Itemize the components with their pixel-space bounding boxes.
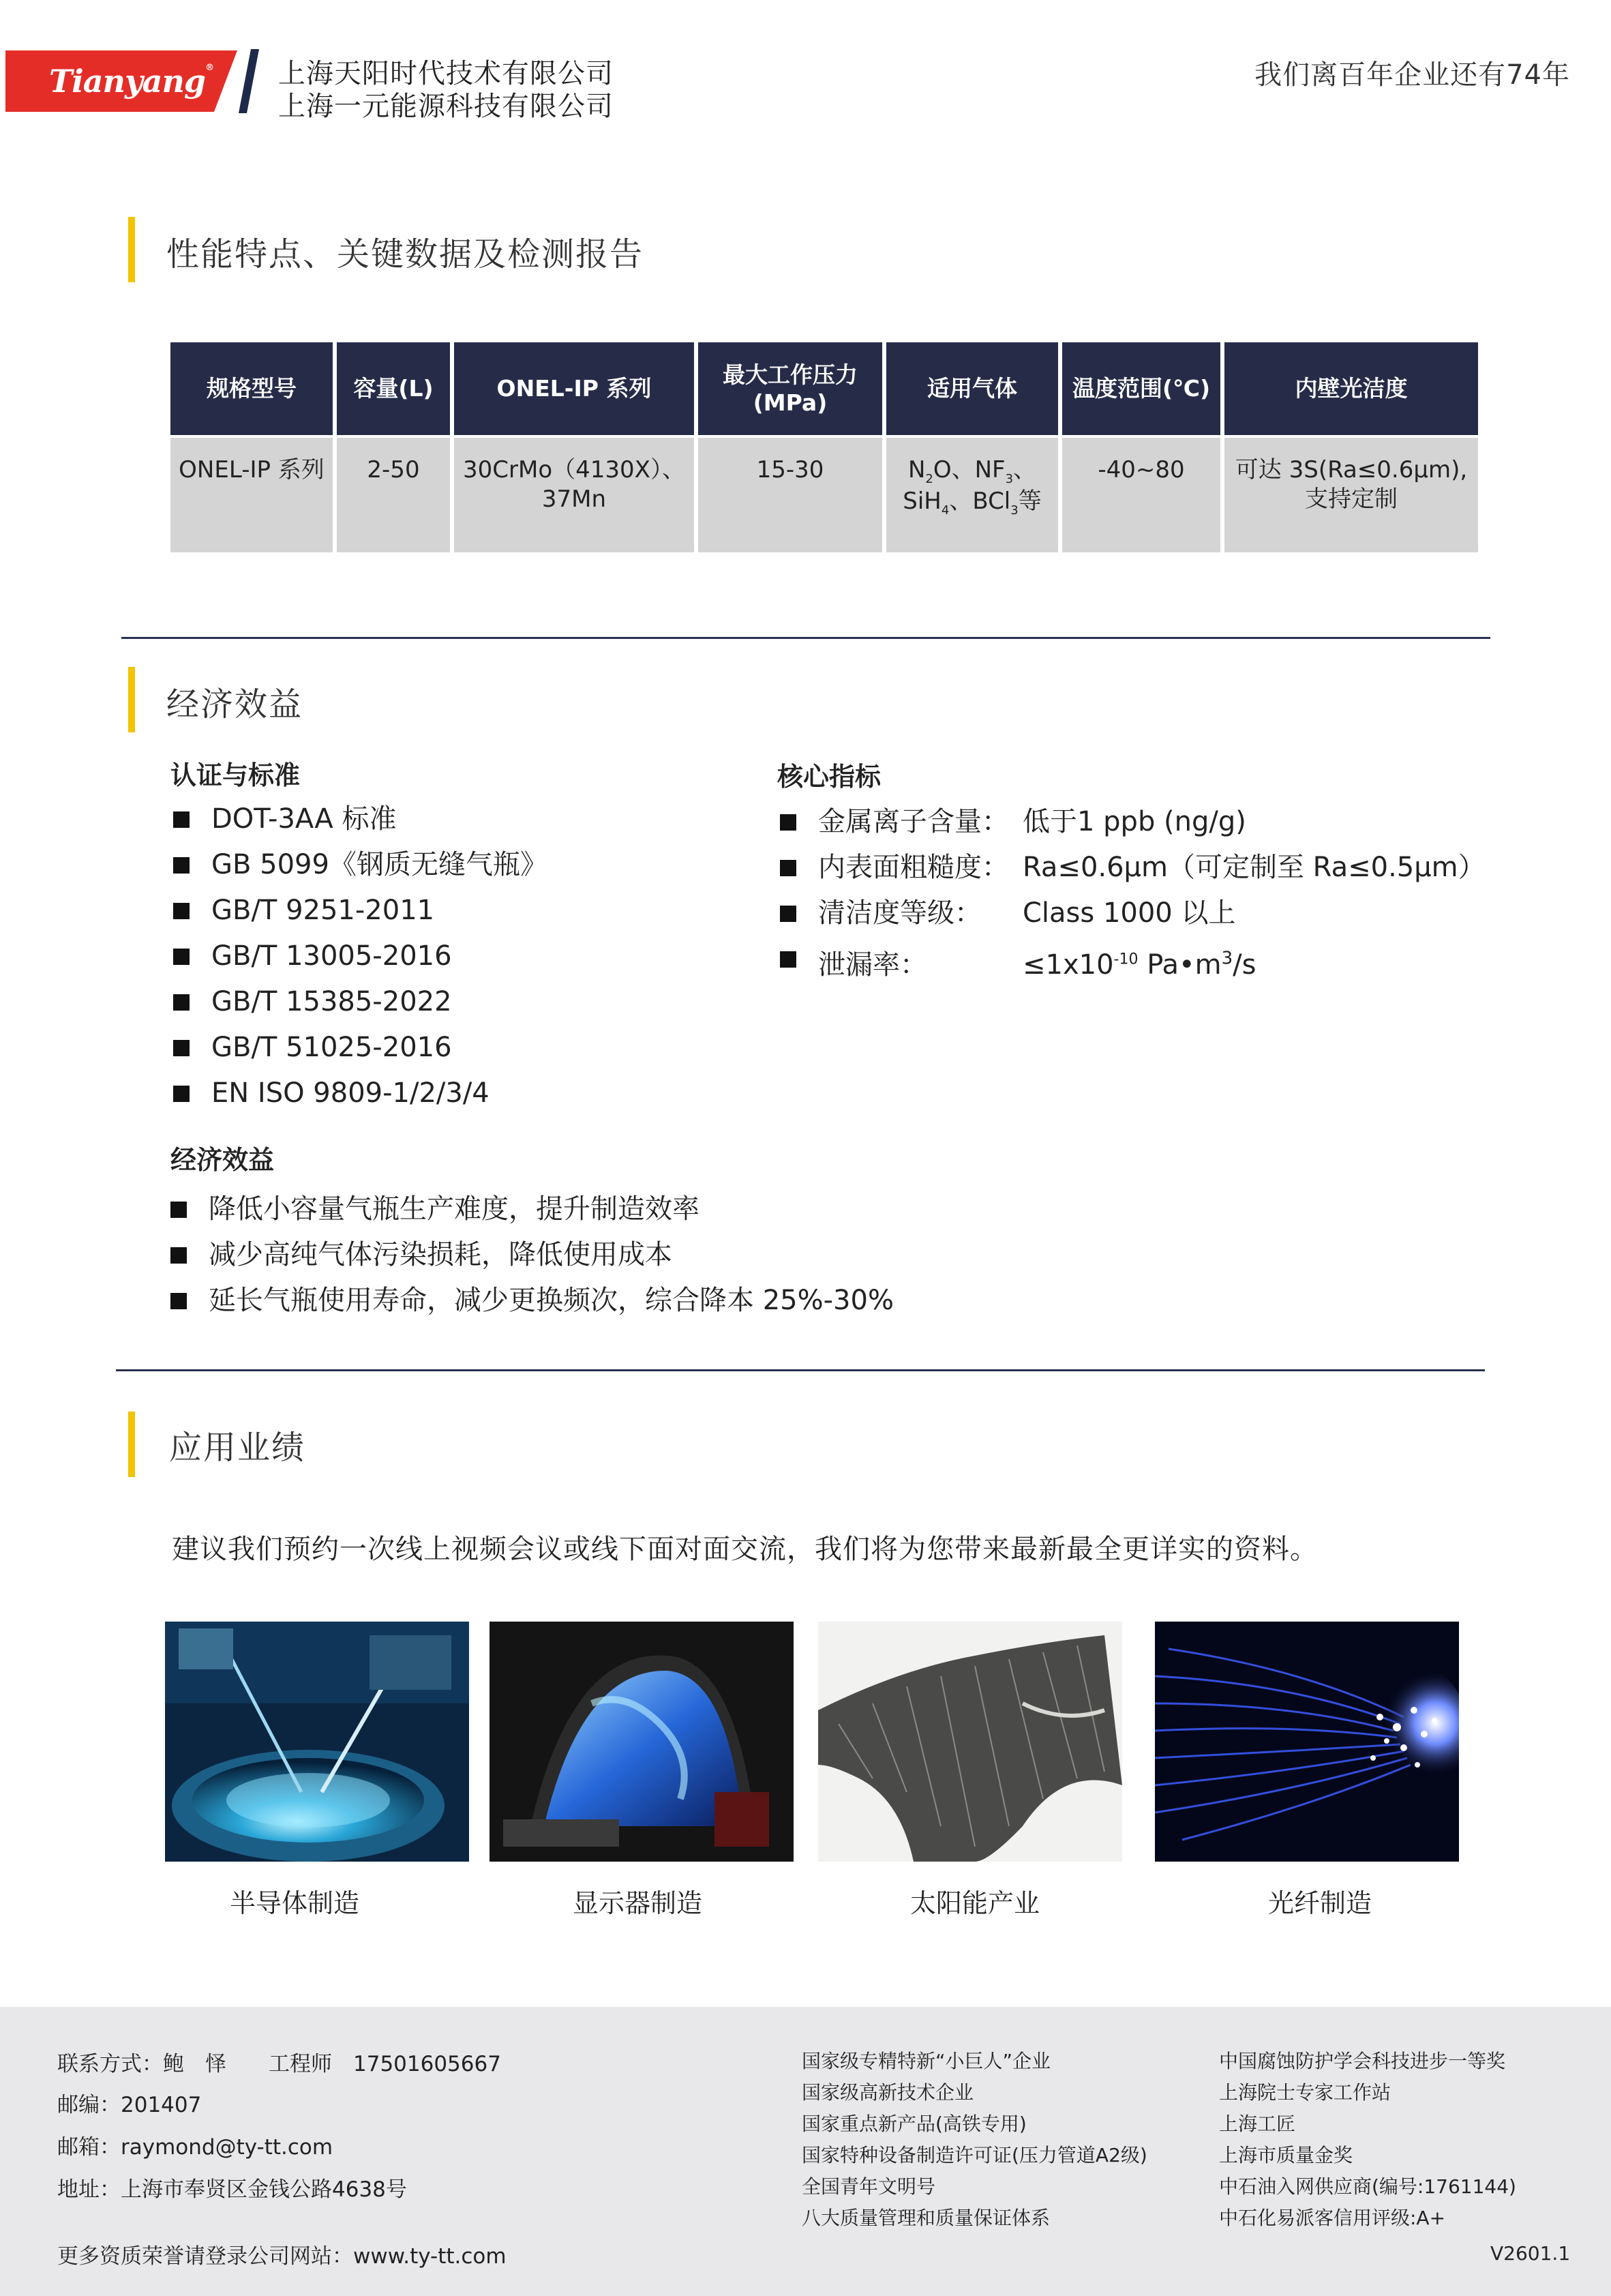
honor-mid-1: 国家级专精特新“小巨人”企业 [802, 2050, 1051, 2072]
honor-right-5: 中石油入网供应商(编号:1761144) [1219, 2175, 1516, 2198]
honor-right-4: 上海市质量金奖 [1219, 2144, 1353, 2166]
footer-contact: 联系方式：鲍 怿 工程师 17501605667 [57, 2052, 501, 2076]
caption-semiconductor: 半导体制造 [230, 1888, 360, 1918]
col-header-series: ONEL-IP 系列 [454, 342, 694, 438]
col-header-gas: 适用气体 [886, 342, 1058, 438]
section-marker [128, 217, 135, 282]
list-item: 减少高纯气体污染损耗，降低使用成本 [170, 1232, 894, 1278]
section-marker [128, 1412, 135, 1477]
honor-mid-3: 国家重点新产品(高铁专用) [802, 2113, 1027, 2135]
bullet-square-icon [173, 949, 190, 965]
bullet-square-icon [780, 860, 796, 876]
certification-heading: 认证与标准 [170, 760, 301, 790]
cell-gas: $N_2O$、$NF_3$、 SiH$_4$、BCl$_3$等 [886, 438, 1058, 552]
core-metrics-list [780, 799, 1486, 982]
caption-fiber: 光纤制造 [1268, 1888, 1372, 1918]
cell-pressure: 15-30 [698, 438, 882, 552]
certification-list [173, 796, 547, 1116]
list-item: GB/T 9251-2011 [173, 888, 547, 934]
cell-temperature: -40~80 [1062, 438, 1220, 552]
bullet-square-icon [173, 1040, 190, 1056]
cell-finish: 可达 3S(Ra≤0.6μm), 支持定制 [1224, 438, 1478, 552]
performance-intro: 建议我们预约一次线上视频会议或线下面对面交流，我们将为您带来最新最全更详实的资料。 [172, 1534, 1318, 1565]
col-header-pressure: 最大工作压力 (MPa) [698, 342, 882, 438]
list-item: 延长气瓶使用寿命，减少更换频次，综合降本 25%-30% [170, 1278, 894, 1324]
col-header-model: 规格型号 [170, 342, 333, 438]
honor-right-1: 中国腐蚀防护学会科技进步一等奖 [1219, 2050, 1506, 2072]
economic-heading: 经济效益 [170, 1145, 275, 1175]
table-header-row [170, 342, 1478, 438]
cell-capacity: 2-50 [337, 438, 450, 552]
list-item: 清洁度等级： Class 1000 以上 [780, 891, 1486, 936]
core-metrics-heading: 核心指标 [777, 762, 882, 792]
list-item: 金属离子含量： 低于1 ppb (ng/g) [780, 799, 1486, 845]
col-header-finish: 内壁光洁度 [1224, 342, 1478, 438]
list-item: GB 5099《钢质无缝气瓶》 [173, 842, 547, 888]
col-header-capacity: 容量(L) [337, 342, 450, 438]
section-title-performance: 应用业绩 [169, 1429, 306, 1467]
bullet-square-icon [780, 814, 796, 831]
section-divider [121, 637, 1490, 639]
logo-divider [239, 49, 259, 113]
display-image [490, 1622, 794, 1862]
section-title-specs: 性能特点、关键数据及检测报告 [166, 235, 644, 273]
bullet-square-icon [170, 1202, 187, 1218]
economic-list [170, 1187, 894, 1324]
company-name-1: 上海天阳时代技术有限公司 [278, 58, 614, 89]
list-item: GB/T 13005-2016 [173, 934, 547, 979]
bullet-square-icon [173, 994, 190, 1011]
bullet-square-icon [173, 857, 190, 874]
list-item: 降低小容量气瓶生产难度，提升制造效率 [170, 1187, 894, 1232]
col-header-temperature: 温度范围(℃) [1062, 342, 1220, 438]
honor-mid-5: 全国青年文明号 [802, 2175, 936, 2198]
list-item: EN ISO 9809-1/2/3/4 [173, 1071, 547, 1116]
bullet-square-icon [780, 951, 796, 968]
company-logo: Tianyang® [49, 63, 214, 100]
footer-address: 地址：上海市奉贤区金钱公路4638号 [57, 2177, 407, 2202]
cell-model: ONEL-IP 系列 [170, 438, 333, 552]
solar-image [818, 1622, 1122, 1862]
fiber-optic-image [1155, 1622, 1459, 1862]
version-label: V2601.1 [1490, 2242, 1571, 2265]
list-item: DOT-3AA 标准 [173, 796, 547, 842]
bullet-square-icon [173, 1086, 190, 1102]
table-row [170, 438, 1478, 552]
honor-right-6: 中石化易派客信用评级:A+ [1219, 2207, 1446, 2229]
honor-right-2: 上海院士专家工作站 [1219, 2081, 1391, 2104]
list-item: 泄漏率： $\le 1x10^{-10}$ $Pa•m^3/s$ [780, 936, 1486, 982]
list-item: GB/T 15385-2022 [173, 979, 547, 1025]
footer-email[interactable]: 邮箱：raymond@ty-tt.com [57, 2135, 333, 2160]
cell-material: 30CrMo（4130X）、 37Mn [454, 438, 694, 552]
caption-solar: 太阳能产业 [910, 1888, 1040, 1918]
footer [0, 2007, 1611, 2296]
bullet-square-icon [780, 906, 796, 922]
header-slogan: 我们离百年企业还有74年 [1254, 59, 1570, 91]
bullet-square-icon [173, 903, 190, 919]
caption-display: 显示器制造 [573, 1888, 703, 1918]
bullet-square-icon [170, 1247, 187, 1264]
honor-mid-4: 国家特种设备制造许可证(压力管道A2级) [802, 2144, 1147, 2166]
honor-mid-6: 八大质量管理和质量保证体系 [802, 2207, 1051, 2229]
bullet-square-icon [173, 811, 190, 828]
list-item: 内表面粗糙度： Ra≤0.6μm（可定制至 Ra≤0.5μm） [780, 845, 1486, 891]
company-name-2: 上海一元能源科技有限公司 [278, 91, 614, 122]
footer-website[interactable]: 更多资质荣誉请登录公司网站：www.ty-tt.com [57, 2244, 507, 2269]
section-title-benefits: 经济效益 [166, 685, 303, 724]
footer-postcode: 邮编：201407 [57, 2093, 202, 2117]
section-divider [116, 1369, 1485, 1371]
section-marker [128, 667, 135, 732]
list-item: GB/T 51025-2016 [173, 1025, 547, 1071]
bullet-square-icon [170, 1293, 187, 1309]
semiconductor-image [165, 1622, 469, 1862]
honor-right-3: 上海工匠 [1219, 2113, 1296, 2135]
spec-table [166, 342, 1482, 552]
honor-mid-2: 国家级高新技术企业 [802, 2081, 974, 2104]
